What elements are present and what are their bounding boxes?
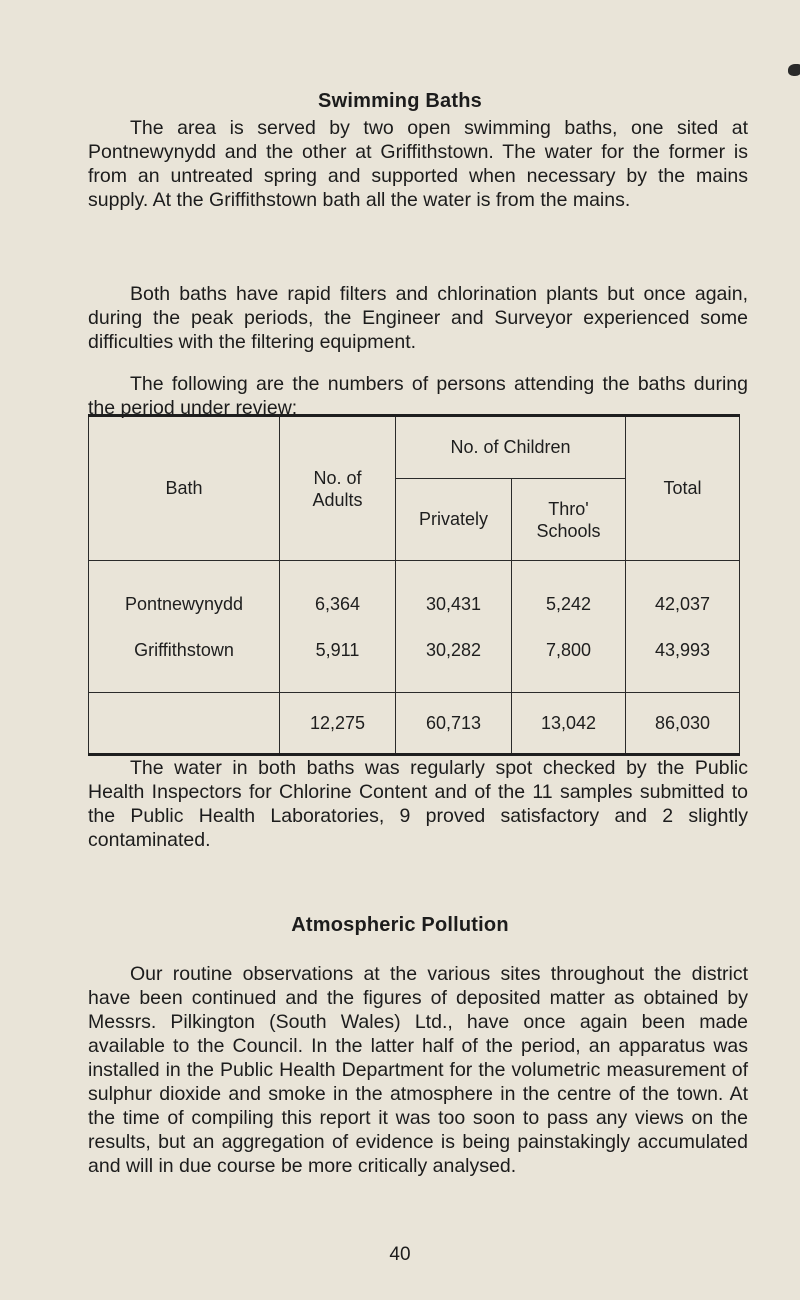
table-cell: 43,993 <box>654 639 711 660</box>
attendance-table-wrapper <box>88 414 740 756</box>
table-cell: 30,282 <box>425 639 482 660</box>
header-children-group: No. of Children <box>396 416 626 479</box>
column-bath-names <box>89 561 280 693</box>
table-cell: Pontnewynydd <box>124 593 244 614</box>
header-privately: Privately <box>396 479 512 561</box>
header-total: Total <box>626 416 740 561</box>
header-schools <box>512 479 626 561</box>
grand-total-cell: 86,030 <box>626 693 740 755</box>
page-number: 40 <box>389 1244 411 1265</box>
total-privately-cell: 60,713 <box>396 693 512 755</box>
total-adults-cell: 12,275 <box>280 693 396 755</box>
column-privately <box>396 561 512 693</box>
total-schools-cell: 13,042 <box>512 693 626 755</box>
column-total <box>626 561 740 693</box>
column-adults <box>280 561 396 693</box>
paragraph-filters: Both baths have rapid filters and chlorination plants but once again, during the peak periods, the Engineer and Surveyor experienced some difficulties with the filtering equipment. <box>88 283 748 353</box>
table-cell: 42,037 <box>654 593 711 614</box>
table-cell: 30,431 <box>425 593 482 614</box>
table-cell: 7,800 <box>545 639 592 660</box>
table-cell: 6,364 <box>314 593 361 614</box>
header-schools-text: Thro' Schools <box>536 498 601 541</box>
column-schools <box>512 561 626 693</box>
table-cell: 5,911 <box>315 639 360 660</box>
paragraph-baths-intro: The area is served by two open swimming baths, one sited at Pontnewynydd and the other at Griffithstown. The water for the former is from an untreated spring and supported when necessary by the mains supply. At the Griffithstown bath all the water is from the mains. <box>88 117 748 211</box>
table-cell: Griffithstown <box>134 639 234 660</box>
table-cell: 5,242 <box>545 593 592 614</box>
totals-label-cell <box>89 693 280 755</box>
paragraph-attendance-intro: The following are the numbers of persons attending the baths during the period under review: <box>88 373 748 419</box>
attendance-table <box>88 414 740 756</box>
ink-blot-mark <box>788 64 800 76</box>
section-heading-swimming-baths: Swimming Baths <box>318 90 482 112</box>
paragraph-water-checks: The water in both baths was regularly spot checked by the Public Health Inspectors for Chlorine Content and of the 11 samples submitted to the Public Health Laboratories, 9 proved satisfactory and 2 slightly contaminated. <box>88 757 748 851</box>
header-adults <box>280 416 396 561</box>
header-adults-text: No. of Adults <box>312 467 363 510</box>
totals-row <box>89 693 740 755</box>
section-heading-atmospheric-pollution: Atmospheric Pollution <box>291 914 509 936</box>
paragraph-pollution: Our routine observations at the various sites throughout the district have been continued and the figures of deposited matter as obtained by Messrs. Pilkington (South Wales) Ltd., have once again been made available to the Council. In the latter half of the period, an apparatus was installed in the Public Health Department for the volumetric measurement of sulphur dioxide and smoke in the atmosphere in the centre of the town. At the time of compiling this report it was too soon to pass any views on the results, but an aggregation of evidence is being painstakingly accumulated and will in due course be more critically analysed. <box>88 963 748 1177</box>
header-bath: Bath <box>89 416 280 561</box>
